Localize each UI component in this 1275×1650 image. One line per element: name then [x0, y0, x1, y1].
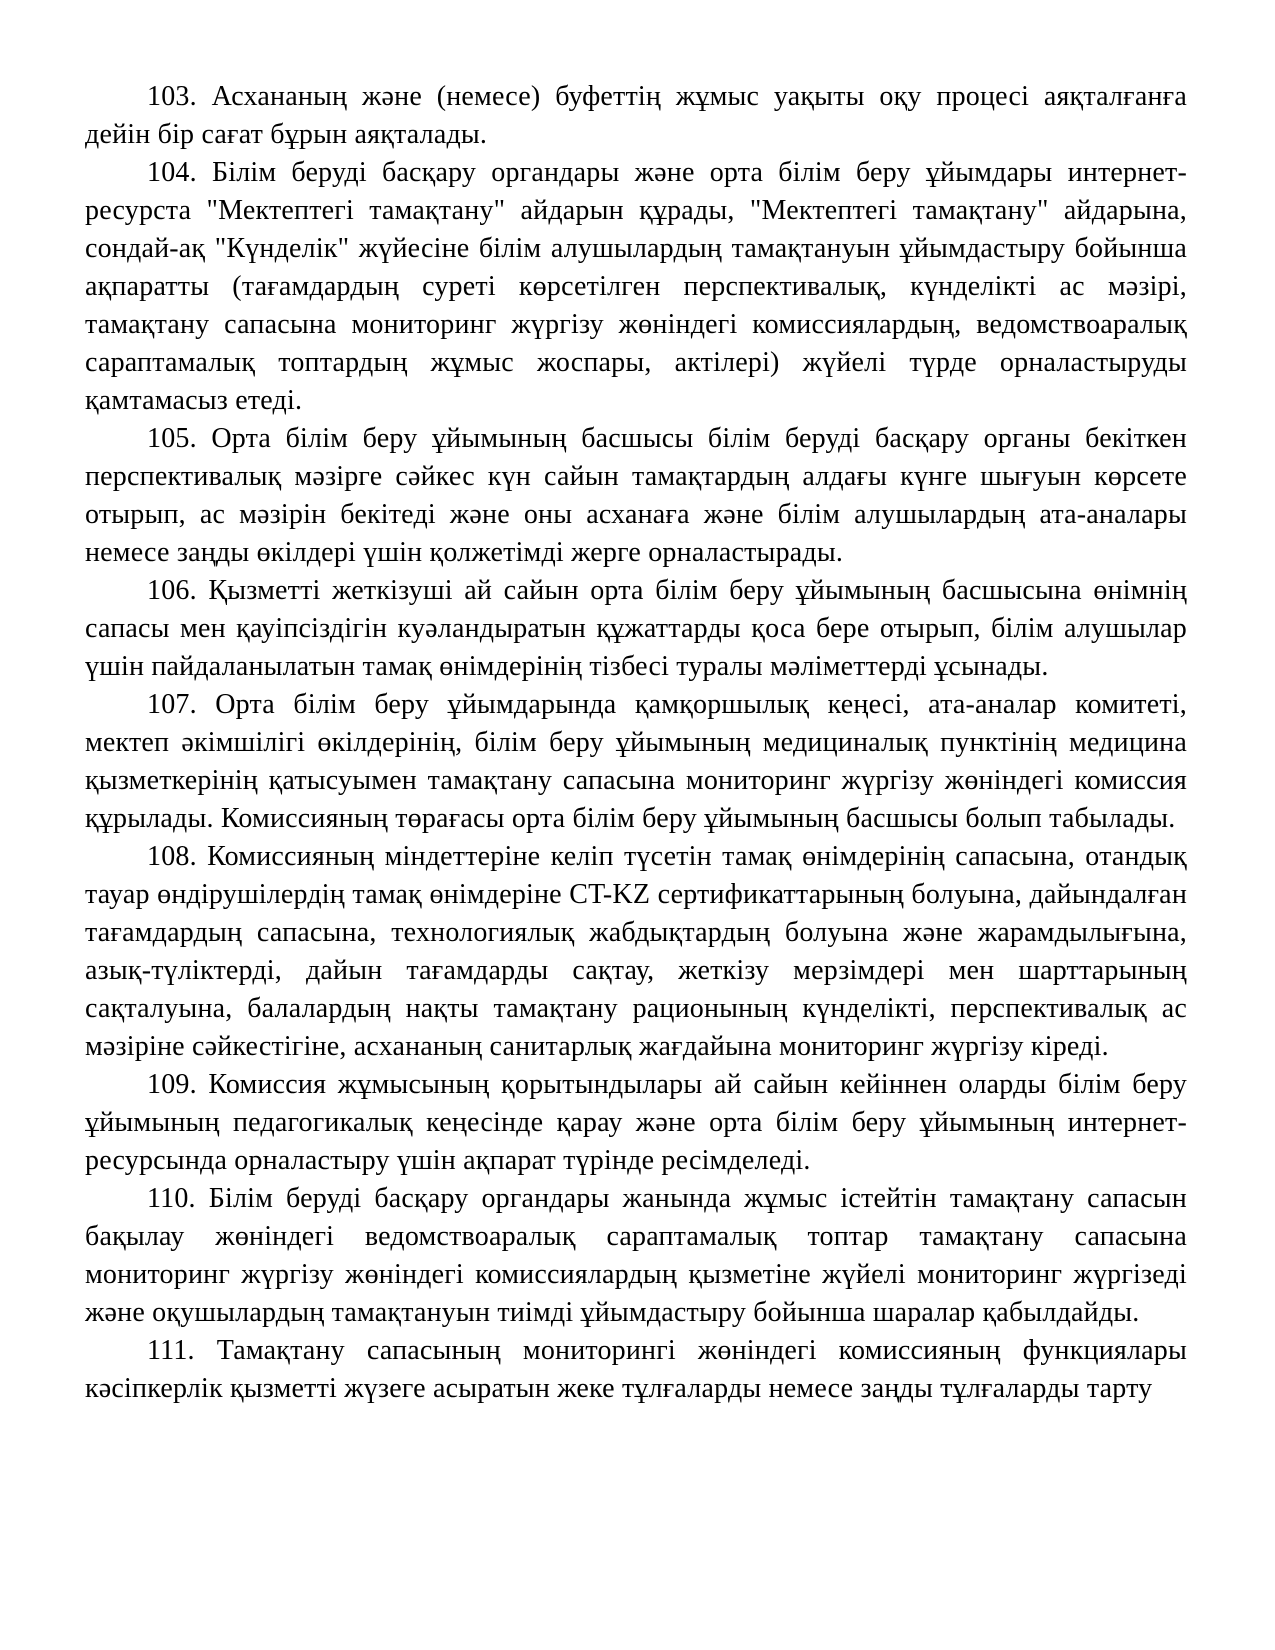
- paragraph-109: 109. Комиссия жұмысының қорытындылары ай сайын кейіннен оларды білім беру ұйымының педагогикалық кеңесінде қарау және орта білім беру ұйымының интернет-ресурсында орналастыру үшін ақпарат түрінде ресімделеді.: [85, 1069, 1187, 1176]
- paragraph-103: 103. Асхананың және (немесе) буфеттің жұмыс уақыты оқу процесі аяқталғанға дейін бір сағат бұрын аяқталады.: [85, 81, 1187, 150]
- paragraph-111: 111. Тамақтану сапасының мониторингі жөніндегі комиссияның функциялары кәсіпкерлік қызметті жүзеге асыратын жеке тұлғаларды немесе заңды тұлғаларды тарту: [85, 1335, 1187, 1404]
- paragraph-105: 105. Орта білім беру ұйымының басшысы білім беруді басқару органы бекіткен перспективалық мәзірге сәйкес күн сайын тамақтардың алдағы күнге шығуын көрсете отырып, ас мәзірін бекітеді және оны асханаға және білім алушылардың ата-аналары немесе заңды өкілдері үшін қолжетімді жерге орналастырады.: [85, 423, 1187, 568]
- paragraph-104: 104. Білім беруді басқару органдары және орта білім беру ұйымдары интернет-ресурста "Мектептегі тамақтану" айдарын құрады, "Мектептегі тамақтану" айдарына, сондай-ақ "Күнделік" жүйесіне білім алушылардың тамақтануын ұйымдастыру бойынша ақпаратты (тағамдардың суреті көрсетілген перспективалық, күнделікті ас мәзірі, тамақтану сапасына мониторинг жүргізу жөніндегі комиссиялардың, ведомствоаралық сараптамалық топтардың жұмыс жоспары, актілері) жүйелі түрде орналастыруды қамтамасыз етеді.: [85, 157, 1187, 416]
- document-text-block: [85, 78, 1187, 1408]
- paragraph-110: 110. Білім беруді басқару органдары жанында жұмыс істейтін тамақтану сапасын бақылау жөніндегі ведомствоаралық сараптамалық топтар тамақтану сапасына мониторинг жүргізу жөніндегі комиссиялардың қызметіне жүйелі мониторинг жүргізеді және оқушылардың тамақтануын тиімді ұйымдастыру бойынша шаралар қабылдайды.: [85, 1183, 1187, 1328]
- paragraph-106: 106. Қызметті жеткізуші ай сайын орта білім беру ұйымының басшысына өнімнің сапасы мен қауіпсіздігін куәландыратын құжаттарды қоса бере отырып, білім алушылар үшін пайдаланылатын тамақ өнімдерінің тізбесі туралы мәліметтерді ұсынады.: [85, 575, 1187, 682]
- paragraph-107: 107. Орта білім беру ұйымдарында қамқоршылық кеңесі, ата-аналар комитеті, мектеп әкімшілігі өкілдерінің, білім беру ұйымының медициналық пунктінің медицина қызметкерінің қатысуымен тамақтану сапасына мониторинг жүргізу жөніндегі комиссия құрылады. Комиссияның төрағасы орта білім беру ұйымының басшысы болып табылады.: [85, 689, 1187, 834]
- paragraph-108: 108. Комиссияның міндеттеріне келіп түсетін тамақ өнімдерінің сапасына, отандық тауар өндірушілердің тамақ өнімдеріне CT-KZ сертификаттарының болуына, дайындалған тағамдардың сапасына, технологиялық жабдықтардың болуына және жарамдылығына, азық-түліктерді, дайын тағамдарды сақтау, жеткізу мерзімдері мен шарттарының сақталуына, балалардың нақты тамақтану рационының күнделікті, перспективалық ас мәзіріне сәйкестігіне, асхананың санитарлық жағдайына мониторинг жүргізу кіреді.: [85, 841, 1187, 1062]
